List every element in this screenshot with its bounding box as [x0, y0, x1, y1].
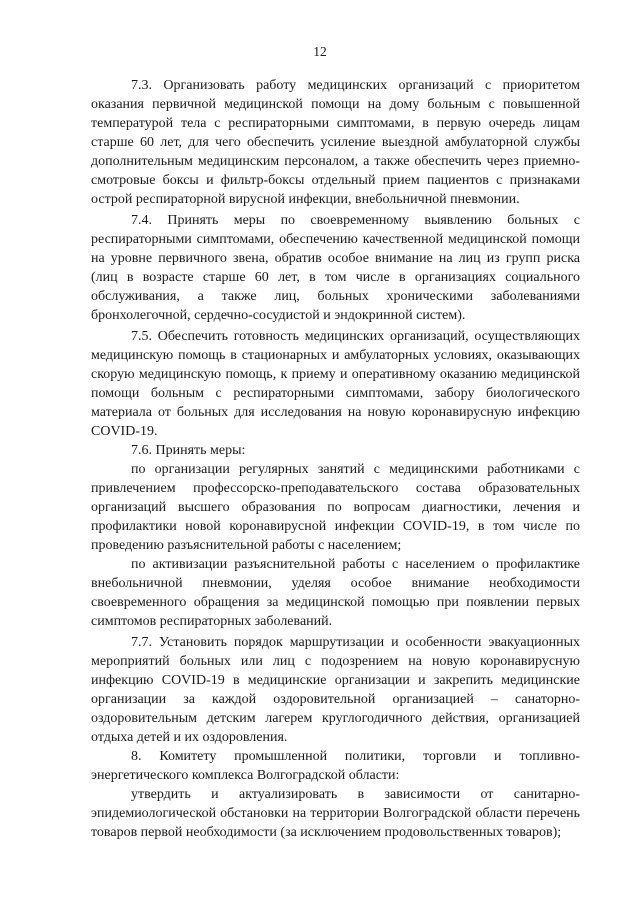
paragraph-7-6-item-2: по активизации разъяснительной работы с населением о профилактике внебольничной пневмонии, уделяя особое внимание необходимости своевременного обращения за медицинской помощью при появлении первых симптомов респираторных заболеваний. [91, 557, 580, 629]
document-body [91, 76, 580, 842]
page-number: 12 [313, 44, 327, 59]
paragraph-7-6-item-1: по организации регулярных занятий с медицинскими работниками с привлечением профессорско-преподавательского состава образовательных организаций высшего образования по вопросам диагностики, лечения и профилактики новой коронавирусной инфекции COVID-19, в том числе по проведению разъяснительной работы с населением; [91, 462, 580, 553]
paragraph-7-6: 7.6. Принять меры: [131, 443, 246, 458]
paragraph-8: 8. Комитету промышленной политики, торговли и топливно-энергетического комплекса Волгоградской области: [91, 749, 580, 783]
paragraph-7-3: 7.3. Организовать работу медицинских организаций с приоритетом оказания первичной медицинской помощи на дому больным с повышенной температурой тела с респираторными симптомами, в первую очередь лицам старше 60 лет, для чего обеспечить усиление выездной амбулаторной службы дополнительным медицинским персоналом, а также обеспечить через приемно-смотровые боксы и фильтр-боксы отдельный прием пациентов с признаками острой респираторной вирусной инфекции, внебольничной пневмонии. [91, 78, 580, 207]
paragraph-8-item-1: утвердить и актуализировать в зависимости от санитарно-эпидемиологической обстановки на территории Волгоградской области перечень товаров первой необходимости (за исключением продовольственных товаров); [91, 787, 580, 840]
paragraph-7-4: 7.4. Принять меры по своевременному выявлению больных с респираторными симптомами, обеспечению качественной медицинской помощи на уровне первичного звена, обратив особое внимание на лиц из групп риска (лиц в возрасте старше 60 лет, в том числе в организациях социального обслуживания, а также лиц, больных хроническими заболеваниями бронхолегочной, сердечно-сосудистой и эндокринной систем). [91, 213, 580, 323]
paragraph-7-7: 7.7. Установить порядок маршрутизации и особенности эвакуационных мероприятий больных или лиц с подозрением на новую коронавирусную инфекцию COVID-19 в медицинские организации и закрепить медицинские организации за каждой оздоровительной организацией – санаторно-оздоровительным детским лагерем круглогодичного действия, организацией отдыха детей и их оздоровления. [91, 635, 580, 745]
paragraph-7-5: 7.5. Обеспечить готовность медицинских организаций, осуществляющих медицинскую помощь в стационарных и амбулаторных условиях, оказывающих скорую медицинскую помощь, к приему и оперативному оказанию медицинской помощи больным с респираторными симптомами, забору биологического материала от больных для исследования на новую коронавирусную инфекцию COVID-19. [91, 329, 580, 439]
